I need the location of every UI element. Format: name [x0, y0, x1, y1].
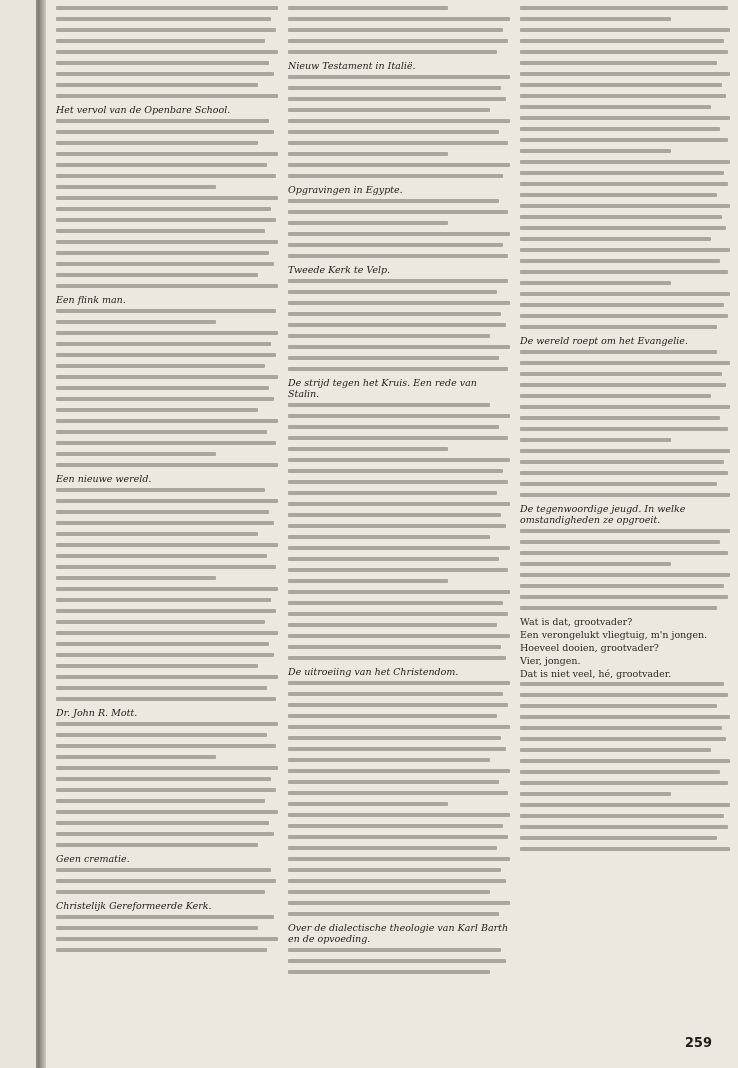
- text-line-placeholder: [288, 502, 510, 506]
- text-line-placeholder: [288, 425, 499, 429]
- text-line-placeholder: [288, 835, 508, 839]
- text-line-placeholder: [56, 185, 216, 189]
- text-line-placeholder: [288, 199, 499, 203]
- text-line-placeholder: [56, 39, 265, 43]
- text-line-placeholder: [56, 141, 258, 145]
- text-line-placeholder: [520, 704, 717, 708]
- text-line-placeholder: [56, 565, 276, 569]
- text-line-placeholder: [288, 414, 510, 418]
- text-line-placeholder: [520, 781, 728, 785]
- text-line-placeholder: [56, 309, 276, 313]
- text-line-placeholder: [56, 452, 216, 456]
- text-line-placeholder: [520, 182, 728, 186]
- text-line-placeholder: [56, 609, 276, 613]
- text-line-placeholder: [288, 86, 501, 90]
- text-line-placeholder: [520, 759, 730, 763]
- text-line-placeholder: [56, 915, 274, 919]
- text-line-placeholder: [56, 342, 271, 346]
- text-line-placeholder: [520, 748, 711, 752]
- column-3: [520, 6, 730, 1026]
- page-number: 259: [684, 1036, 712, 1051]
- text-line-placeholder: [520, 303, 724, 307]
- column-3-text-placeholder: [520, 350, 730, 497]
- text-line-placeholder: [56, 430, 267, 434]
- text-line-placeholder: [520, 682, 724, 686]
- text-line-placeholder: [56, 832, 274, 836]
- text-line-placeholder: [288, 491, 497, 495]
- text-line-placeholder: [288, 174, 503, 178]
- text-line-placeholder: [56, 890, 265, 894]
- text-line-placeholder: [288, 254, 508, 258]
- text-line-placeholder: [288, 703, 508, 707]
- text-line-placeholder: [288, 879, 506, 883]
- text-line-placeholder: [56, 229, 265, 233]
- text-line-placeholder: [56, 722, 278, 726]
- text-line-placeholder: [288, 279, 508, 283]
- text-line-placeholder: [288, 130, 499, 134]
- text-line-placeholder: [56, 843, 258, 847]
- text-line-placeholder: [288, 645, 501, 649]
- text-line-placeholder: [288, 780, 499, 784]
- section-heading: Opgravingen in Egypte.: [288, 185, 403, 196]
- column-2-text-placeholder: [288, 199, 510, 258]
- column-2-text-placeholder: [288, 279, 510, 371]
- text-line-placeholder: [56, 766, 278, 770]
- facing-page-edge: [0, 0, 38, 1068]
- text-line-placeholder: [520, 471, 728, 475]
- text-line-placeholder: [288, 243, 503, 247]
- column-3-text-placeholder: [520, 682, 730, 851]
- section-heading: Nieuw Testament in Italië.: [288, 61, 416, 72]
- text-line-placeholder: [520, 204, 730, 208]
- text-line-placeholder: [520, 259, 720, 263]
- text-line-placeholder: [288, 857, 510, 861]
- text-line-placeholder: [56, 94, 278, 98]
- text-line-placeholder: [520, 116, 730, 120]
- section-heading: De wereld roept om het Evangelie.: [520, 336, 688, 347]
- text-line-placeholder: [56, 251, 269, 255]
- text-line-placeholder: [520, 493, 730, 497]
- text-line-placeholder: [56, 218, 276, 222]
- text-line-placeholder: [288, 345, 510, 349]
- section-heading: Het vervol van de Openbare School.: [56, 105, 231, 116]
- text-line-placeholder: [56, 152, 278, 156]
- text-line-placeholder: [56, 788, 276, 792]
- text-line-placeholder: [288, 868, 501, 872]
- section-heading: Over de dialectische theologie van Karl Barth en de opvoeding.: [288, 923, 509, 945]
- text-line-placeholder: [520, 83, 722, 87]
- text-line-placeholder: [288, 681, 510, 685]
- text-line-placeholder: [288, 301, 510, 305]
- section-heading: Een flink man.: [56, 295, 126, 306]
- text-line-placeholder: [56, 675, 278, 679]
- text-line-placeholder: [520, 215, 722, 219]
- text-line-placeholder: [288, 75, 510, 79]
- text-line-placeholder: [520, 248, 730, 252]
- text-line-placeholder: [520, 314, 728, 318]
- section-heading: Tweede Kerk te Velp.: [288, 265, 391, 276]
- text-line-placeholder: [56, 948, 267, 952]
- text-line-placeholder: [288, 513, 501, 517]
- text-line-placeholder: [288, 901, 510, 905]
- section-heading: Geen crematie.: [56, 854, 130, 865]
- text-line-placeholder: [56, 810, 278, 814]
- text-line-placeholder: [288, 163, 510, 167]
- text-line-placeholder: [288, 469, 503, 473]
- text-line-placeholder: [56, 386, 269, 390]
- section-heading: De uitroeiing van het Christendom.: [288, 667, 459, 678]
- text-line-placeholder: [288, 568, 508, 572]
- text-line-placeholder: [56, 353, 276, 357]
- section-heading: Een nieuwe wereld.: [56, 474, 152, 485]
- text-line-placeholder: [56, 61, 269, 65]
- text-line-placeholder: [520, 416, 720, 420]
- text-line-placeholder: [56, 441, 276, 445]
- text-line-placeholder: [520, 814, 724, 818]
- text-line-placeholder: [520, 606, 717, 610]
- text-line-placeholder: [288, 28, 503, 32]
- text-line-placeholder: [520, 551, 728, 555]
- text-line-placeholder: [56, 937, 278, 941]
- text-line-placeholder: [520, 595, 728, 599]
- text-line-placeholder: [56, 576, 216, 580]
- text-line-placeholder: [56, 686, 267, 690]
- text-line-placeholder: [288, 221, 448, 225]
- text-line-placeholder: [56, 620, 265, 624]
- text-line-placeholder: [288, 356, 499, 360]
- text-line-placeholder: [56, 587, 278, 591]
- text-line-placeholder: [56, 521, 274, 525]
- text-line-placeholder: [288, 403, 490, 407]
- text-line-placeholder: [520, 193, 717, 197]
- text-line-placeholder: [520, 825, 728, 829]
- text-line-placeholder: [288, 367, 508, 371]
- text-line-placeholder: [520, 438, 671, 442]
- text-line-placeholder: [56, 755, 216, 759]
- column-1-text-placeholder: [56, 488, 278, 701]
- text-line-placeholder: [288, 524, 506, 528]
- text-line-placeholder: [288, 290, 497, 294]
- text-line-placeholder: [520, 792, 671, 796]
- text-line-placeholder: [56, 6, 278, 10]
- text-line-placeholder: [520, 50, 728, 54]
- text-line-placeholder: [288, 579, 448, 583]
- text-line-placeholder: [520, 281, 671, 285]
- binding-gutter: [38, 0, 46, 1068]
- text-line-placeholder: [288, 50, 497, 54]
- column-1: [56, 6, 278, 1036]
- text-line-placeholder: [288, 590, 510, 594]
- text-line-placeholder: [56, 926, 258, 930]
- text-line-placeholder: [56, 799, 265, 803]
- section-heading: Christelijk Gereformeerde Kerk.: [56, 901, 212, 912]
- text-line-placeholder: [56, 375, 278, 379]
- text-line-placeholder: [520, 427, 728, 431]
- text-line-placeholder: [56, 777, 271, 781]
- text-line-placeholder: [56, 821, 269, 825]
- text-line-placeholder: [56, 554, 267, 558]
- text-line-placeholder: [56, 510, 269, 514]
- text-line-placeholder: [56, 744, 276, 748]
- text-line-placeholder: [520, 17, 671, 21]
- column-2-text-placeholder: [288, 681, 510, 916]
- text-line-placeholder: [520, 72, 730, 76]
- text-line-placeholder: [288, 480, 508, 484]
- column-1-text-placeholder: [56, 722, 278, 847]
- text-line-placeholder: [56, 119, 269, 123]
- text-line-placeholder: [56, 320, 216, 324]
- text-line-placeholder: [56, 631, 278, 635]
- text-line-placeholder: [520, 847, 730, 851]
- text-line-placeholder: [288, 948, 501, 952]
- text-line-placeholder: [520, 149, 671, 153]
- text-line-placeholder: [288, 692, 503, 696]
- text-line-placeholder: [288, 612, 508, 616]
- text-line-placeholder: [288, 17, 510, 21]
- text-line-placeholder: [520, 529, 730, 533]
- quote-line: Een verongelukt vliegtuig, m'n jongen.: [520, 630, 708, 641]
- text-line-placeholder: [520, 449, 730, 453]
- text-line-placeholder: [56, 83, 258, 87]
- text-line-placeholder: [520, 160, 730, 164]
- text-line-placeholder: [288, 232, 510, 236]
- text-line-placeholder: [520, 836, 717, 840]
- quote-line: Wat is dat, grootvader?: [520, 617, 633, 628]
- text-line-placeholder: [288, 557, 499, 561]
- text-line-placeholder: [520, 726, 722, 730]
- text-line-placeholder: [520, 270, 728, 274]
- text-line-placeholder: [288, 747, 506, 751]
- column-1-text-placeholder: [56, 119, 278, 288]
- section-heading: Dr. John R. Mott.: [56, 708, 138, 719]
- text-line-placeholder: [288, 601, 503, 605]
- text-line-placeholder: [288, 334, 490, 338]
- newspaper-page: [46, 0, 738, 1068]
- column-2-text-placeholder: [288, 403, 510, 660]
- text-line-placeholder: [56, 697, 276, 701]
- text-line-placeholder: [520, 584, 724, 588]
- column-3-text-placeholder: [520, 529, 730, 610]
- text-line-placeholder: [520, 237, 711, 241]
- text-line-placeholder: [288, 714, 497, 718]
- text-line-placeholder: [520, 372, 722, 376]
- text-line-placeholder: [288, 436, 508, 440]
- text-line-placeholder: [56, 532, 258, 536]
- text-line-placeholder: [56, 868, 271, 872]
- text-line-placeholder: [520, 94, 726, 98]
- text-line-placeholder: [56, 408, 258, 412]
- text-line-placeholder: [288, 758, 490, 762]
- text-line-placeholder: [56, 284, 278, 288]
- quote-line: Dat is niet veel, hé, grootvader.: [520, 669, 672, 680]
- text-line-placeholder: [520, 394, 711, 398]
- text-line-placeholder: [288, 890, 490, 894]
- text-line-placeholder: [520, 138, 728, 142]
- text-line-placeholder: [288, 119, 510, 123]
- text-line-placeholder: [288, 312, 501, 316]
- text-line-placeholder: [520, 715, 730, 719]
- text-line-placeholder: [520, 482, 717, 486]
- text-line-placeholder: [520, 383, 726, 387]
- column-1-text-placeholder: [56, 6, 278, 98]
- text-line-placeholder: [56, 879, 276, 883]
- text-line-placeholder: [288, 546, 510, 550]
- text-line-placeholder: [56, 50, 278, 54]
- text-line-placeholder: [56, 364, 265, 368]
- text-line-placeholder: [288, 97, 506, 101]
- text-line-placeholder: [520, 292, 730, 296]
- text-line-placeholder: [56, 17, 271, 21]
- text-line-placeholder: [56, 240, 278, 244]
- text-line-placeholder: [520, 28, 730, 32]
- text-line-placeholder: [520, 6, 728, 10]
- column-1-text-placeholder: [56, 915, 278, 952]
- column-2: [288, 6, 510, 1036]
- text-line-placeholder: [56, 196, 278, 200]
- text-line-placeholder: [288, 824, 503, 828]
- text-line-placeholder: [288, 108, 490, 112]
- text-line-placeholder: [288, 458, 510, 462]
- text-line-placeholder: [520, 226, 726, 230]
- text-line-placeholder: [56, 72, 274, 76]
- text-line-placeholder: [520, 171, 724, 175]
- quote-line: Vier, jongen.: [520, 656, 581, 667]
- text-line-placeholder: [56, 543, 278, 547]
- text-line-placeholder: [520, 361, 730, 365]
- text-line-placeholder: [56, 664, 258, 668]
- text-line-placeholder: [288, 141, 508, 145]
- text-line-placeholder: [288, 535, 490, 539]
- text-line-placeholder: [56, 419, 278, 423]
- text-line-placeholder: [56, 642, 269, 646]
- text-line-placeholder: [520, 803, 730, 807]
- text-line-placeholder: [288, 323, 506, 327]
- text-line-placeholder: [520, 61, 717, 65]
- text-line-placeholder: [520, 540, 720, 544]
- text-line-placeholder: [56, 130, 274, 134]
- text-line-placeholder: [288, 736, 501, 740]
- text-line-placeholder: [520, 460, 724, 464]
- text-line-placeholder: [520, 562, 671, 566]
- text-line-placeholder: [520, 39, 724, 43]
- text-line-placeholder: [288, 447, 448, 451]
- text-line-placeholder: [56, 163, 267, 167]
- text-line-placeholder: [288, 6, 448, 10]
- text-line-placeholder: [56, 653, 274, 657]
- text-line-placeholder: [288, 634, 510, 638]
- text-line-placeholder: [288, 725, 510, 729]
- text-line-placeholder: [288, 912, 499, 916]
- text-line-placeholder: [520, 325, 717, 329]
- column-2-text-placeholder: [288, 6, 510, 54]
- text-line-placeholder: [520, 127, 720, 131]
- text-line-placeholder: [56, 499, 278, 503]
- text-line-placeholder: [288, 210, 508, 214]
- text-line-placeholder: [288, 656, 506, 660]
- text-line-placeholder: [288, 846, 497, 850]
- text-line-placeholder: [56, 331, 278, 335]
- text-line-placeholder: [520, 105, 711, 109]
- text-line-placeholder: [56, 397, 274, 401]
- text-line-placeholder: [288, 152, 448, 156]
- text-line-placeholder: [288, 959, 506, 963]
- column-3-text-placeholder: [520, 6, 730, 329]
- text-line-placeholder: [288, 769, 510, 773]
- text-line-placeholder: [56, 207, 271, 211]
- text-line-placeholder: [520, 770, 720, 774]
- text-line-placeholder: [520, 693, 728, 697]
- text-line-placeholder: [520, 350, 717, 354]
- column-1-text-placeholder: [56, 309, 278, 467]
- text-line-placeholder: [288, 802, 448, 806]
- text-line-placeholder: [56, 262, 274, 266]
- text-line-placeholder: [288, 813, 510, 817]
- text-line-placeholder: [56, 28, 276, 32]
- text-line-placeholder: [288, 39, 508, 43]
- text-line-placeholder: [520, 573, 730, 577]
- text-line-placeholder: [520, 737, 726, 741]
- text-line-placeholder: [288, 970, 490, 974]
- column-1-text-placeholder: [56, 868, 278, 894]
- text-line-placeholder: [56, 733, 267, 737]
- text-line-placeholder: [520, 405, 730, 409]
- section-heading: De tegenwoordige jeugd. In welke omstandigheden ze opgroeit.: [520, 504, 686, 526]
- column-2-text-placeholder: [288, 75, 510, 178]
- text-line-placeholder: [56, 463, 278, 467]
- text-line-placeholder: [56, 174, 276, 178]
- text-line-placeholder: [56, 273, 258, 277]
- section-heading: De strijd tegen het Kruis. Een rede van Stalin.: [288, 378, 477, 400]
- quote-line: Hoeveel dooien, grootvader?: [520, 643, 659, 654]
- text-line-placeholder: [56, 488, 265, 492]
- text-line-placeholder: [288, 623, 497, 627]
- text-line-placeholder: [56, 598, 271, 602]
- text-line-placeholder: [288, 791, 508, 795]
- column-2-text-placeholder: [288, 948, 510, 974]
